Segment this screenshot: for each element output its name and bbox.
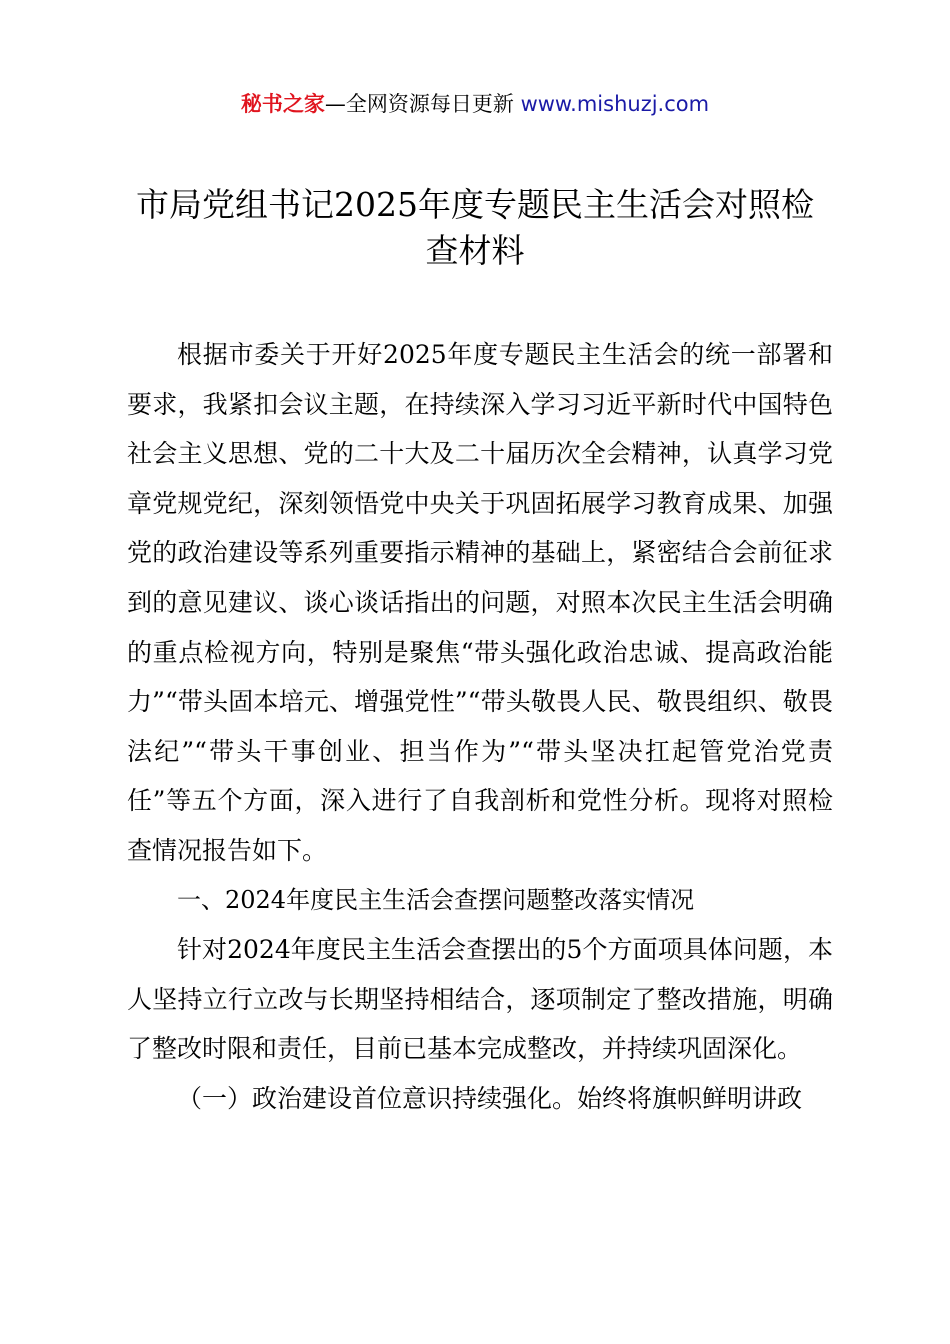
- site-url-link[interactable]: www.mishuzj.com: [520, 92, 710, 116]
- site-header: [0, 88, 950, 120]
- subsection-1-paragraph: （一）政治建设首位意识持续强化。始终将旗帜鲜明讲政: [177, 1083, 803, 1113]
- document-title: 市局党组书记2025年度专题民主生活会对照检查材料: [136, 185, 814, 270]
- intro-paragraph: 根据市委关于开好2025年度专题民主生活会的统一部署和要求，我紧扣会议主题，在持续深入学习习近平新时代中国特色社会主义思想、党的二十大及二十届历次全会精神，认真学习党章党规党纪，深刻领悟党中央关于巩固拓展学习教育成果、加强党的政治建设等系列重要指示精神的基础上，紧密结合会前征求到的意见建议、谈心谈话指出的问题，对照本次民主生活会明确的重点检视方向，特别是聚焦“带头强化政治忠诚、提高政治能力”“带头固本培元、增强党性”“带头敬畏人民、敬畏组织、敬畏法纪”“带头干事创业、担当作为”“带头坚决扛起管党治党责任”等五个方面，深入进行了自我剖析和党性分析。现将对照检查情况报告如下。: [127, 340, 833, 865]
- site-tagline: —全网资源每日更新: [324, 92, 514, 116]
- site-brand: 秘书之家: [240, 92, 325, 116]
- document-body: [127, 330, 833, 1124]
- section-1-paragraph: 针对2024年度民主生活会查摆出的5个方面项具体问题，本人坚持立行立改与长期坚持相结合，逐项制定了整改措施，明确了整改时限和责任，目前已基本完成整改，并持续巩固深化。: [127, 935, 833, 1064]
- section-heading-1: 一、2024年度民主生活会查摆问题整改落实情况: [177, 885, 695, 914]
